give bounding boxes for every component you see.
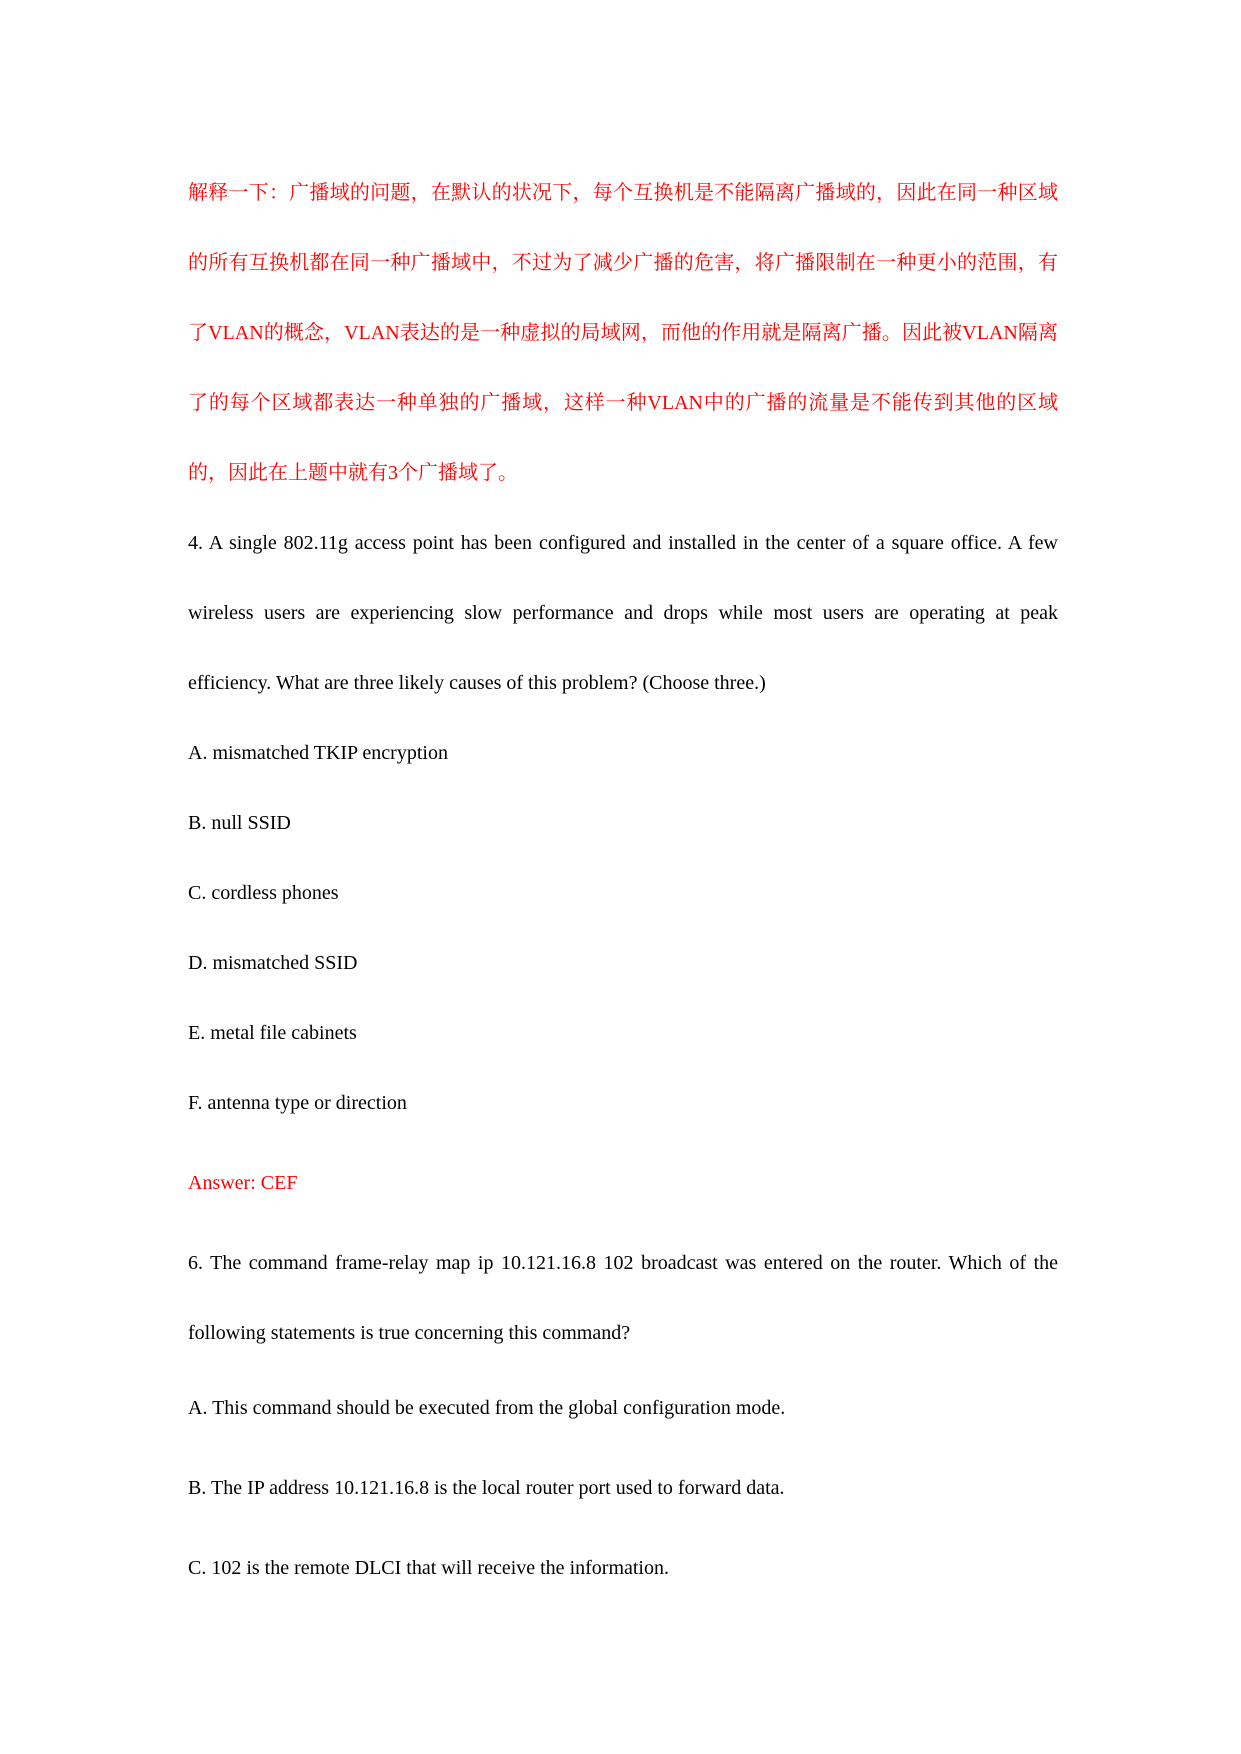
question-6-text: 6. The command frame-relay map ip 10.121.16.8 102 broadcast was entered on the router. Which of the following statements is true concerning this command? — [188, 1252, 1058, 1344]
question-4-option-e: E. metal file cabinets — [188, 1022, 357, 1044]
explanation-paragraph: 解释一下：广播域的问题，在默认的状况下，每个互换机是不能隔离广播域的，因此在同一种区域的所有互换机都在同一种广播域中，不过为了减少广播的危害，将广播限制在一种更小的范围，有了VLAN的概念，VLAN表达的是一种虚拟的局域网，而他的作用就是隔离广播。因此被VLAN隔离了的每个区域都表达一种单独的广播域，这样一种VLAN中的广播的流量是不能传到其他的区域的，因此在上题中就有3个广播域了。 — [188, 182, 1058, 484]
question-4-option-d: D. mismatched SSID — [188, 952, 358, 974]
question-6-option-b: B. The IP address 10.121.16.8 is the local router port used to forward data. — [188, 1477, 785, 1499]
question-4-option-a: A. mismatched TKIP encryption — [188, 742, 448, 764]
question-4-text: 4. A single 802.11g access point has been configured and installed in the center of a square office. A few wireless users are experiencing slow performance and drops while most users are operating at peak efficiency. What are three likely causes of this problem? (Choose three.) — [188, 532, 1058, 694]
question-4-answer: Answer: CEF — [188, 1172, 298, 1194]
question-6-option-a: A. This command should be executed from the global configuration mode. — [188, 1397, 786, 1419]
question-4-option-f: F. antenna type or direction — [188, 1092, 407, 1114]
question-4-option-b: B. null SSID — [188, 812, 291, 834]
question-4-options — [188, 718, 1058, 1138]
question-6-option-c: C. 102 is the remote DLCI that will receive the information. — [188, 1557, 669, 1579]
question-4-option-c: C. cordless phones — [188, 882, 339, 904]
question-6-options — [188, 1368, 1058, 1608]
document-page — [188, 158, 1058, 1608]
